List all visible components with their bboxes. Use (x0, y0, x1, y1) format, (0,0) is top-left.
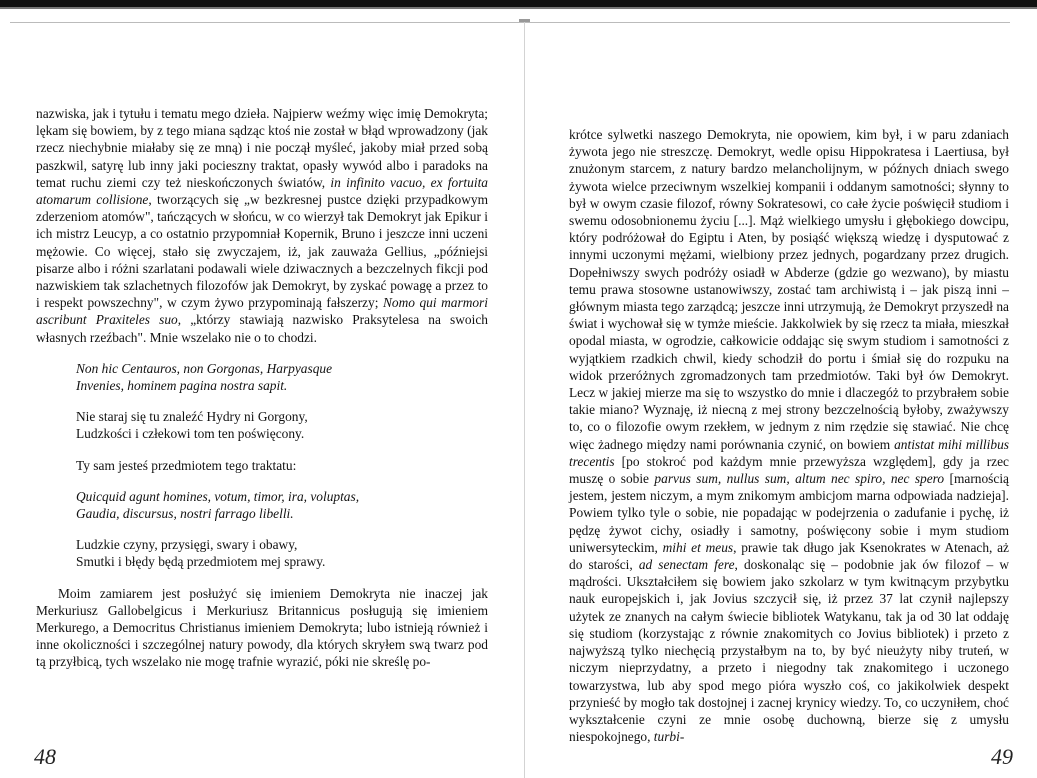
latin-phrase: parvus sum, nullus sum, altum nec spiro, nec spero (654, 471, 945, 487)
latin-phrase: in infinito vacuo, ex fortuita atomarum collisione (36, 174, 488, 208)
polish-verse-2 (76, 457, 488, 474)
text-run: krótce sylwetki naszego Demokryta, nie opowiem, kim był, i w paru zdaniach żywota jego nie streszczę. Demokryt, wedle opisu Hippokratesa i Laertiusa, był znużonym starcem, z natury bardzo melancholijnym, w późnych dniach swego żywota wielce przeciwnym wszelkiej kompanii i oddanym samotności; słynny to był w owym czasie filozof, równy Sokratesowi, co całe życie poświęcił studiom i swemu odosobnionemu życiu [...]. Mąż wielkiego umysłu i głębokiego dowcipu, który podróżował do Egiptu i Aten, by posiąść większą wiedzę i dysputować z innymi uczonymi mężami, wielbiony przez jednych, pogardzany przez drugich. Dopełniwszy swych podróży osiadł w Abderze (gdzie go wezwano), by miastu temu prawa stosowne ustanowiwszy, zostać tam archiwistą i – jak piszą inni – głównym miasta tego zarządcą; jeszcze inni utrzymują, że Demokryt przyszedł na świat i wychował się w tymże mieście. Jakkolwiek by się rzecz ta miała, mieszkał opodal miasta, w ogrodzie, całkowicie oddając się swym studiom i samotności z wyjątkiem rzadkich chwil, kiedy schodził do portu i śmiał się do rozpuku na widok przeróżnych zgromadzonych tam przedmiotów. Taki był ów Demokryt. Lecz w jakiej mierze ma się to wszystko do mnie i dlaczegóż to przybrałem sobie takie miano? Wyznaję, iż niecną z mej strony bezczelnością byłoby, zważywszy to, co o filozofie owym rzekłem, w jednym z nim rzędzie się stawiać. Nie chcę więc żadnego między nami porównania czynić, on bowiem (569, 127, 1009, 452)
latin-phrase: Nomo qui marmori ascribunt Praxiteles suo (36, 295, 488, 328)
left-paragraph-2: Moim zamiarem jest posłużyć się imieniem Demokryta nie inaczej jak Merkuriusz Gallobelgicus i Merkuriusz Britannicus posługują się imieniem Merkurego, a Democritus Christianus imieniem Demokryta; lubo istnieją również i inne okoliczności i szczególnej natury powody, dla których skryłem swą twarz pod tą przyłbicą, tych wszelako nie mogę trafnie wyrazić, póki nie skreślę po- (36, 585, 488, 670)
text-run: [po stokroć pod każdym mnie przewyższa względem], gdy ja rzec muszę o sobie (569, 453, 1009, 487)
polish-verse-1 (76, 408, 488, 442)
page-number-right: 49 (991, 744, 1013, 769)
text-run: , „którzy stawiają nazwisko Praksytelesa na swoich własnych rzeźbach". Mnie wszelako nie o to chodzi. (36, 312, 488, 345)
verse-line: Non hic Centauros, non Gorgonas, Harpyasque (76, 360, 333, 376)
verse-line: Smutki i błędy będą przedmiotem mej sprawy. (76, 554, 326, 570)
latin-phrase: turbi- (653, 729, 685, 745)
text-run: , prawie tak długo jak Ksenokrates w Atenach, aż do starości, (569, 539, 1010, 573)
text-run: [marnością jestem, jestem niczym, a mym znikomym ambicjom marna odpowiada nadzieja]. Powiem tylko tyle o sobie, nie popadając w podejrzenia o zadufanie i pychę, iż pędzę żywot cichy, osiadły i samotny, poświęcony sobie i mym studiom uniwersyteckim, (569, 471, 1009, 555)
verse-line: Gaudia, discursus, nostri farrago libelli. (76, 506, 294, 522)
right-paragraph-1 (569, 126, 1009, 745)
latin-verse-2 (76, 488, 488, 522)
right-page-text (569, 126, 1009, 745)
text-run: , doskonaląc się – podobnie jak ów filozof – w mądrości. Ukształciłem się bowiem jako szkolarz w tym kwitnącym przybytku nauk europejskich i, jak Jovius szczycił się, iż przez 37 lat czynił najlepszy użytek ze znanych na całym świecie bibliotek Watykanu, tak ja od 30 lat oddaję się studiom (korzystając z równie znakomitych co Jovius bibliotek) i przeto z najwyższą tylko niechęcią przystałbym na to, by być nieużyty niby truteń, w niczym nieprzydatny, a przeto i niegodny tak znakomitego i uczonego towarzystwa, lub aby spod mego pióra wyszło coś, co jakikolwiek despekt przynieść by mogło tak dostojnej i zacnej krynicy wiedzy. To, co uczyniłem, choć wykształcenie czyni ze mnie osobę duchowną, bierze się z umysłu niespokojnego, (569, 557, 1010, 745)
verse-line: Invenies, hominem pagina nostra sapit. (76, 378, 288, 394)
verse-line: Ludzkości i człekowi tom ten poświęcony. (76, 426, 305, 442)
text-run: nazwiska, jak i tytułu i tematu mego dzieła. Najpierw weźmy więc imię Demokryta; lękam się bowiem, by z tego miana sądząc ktoś nie został w błąd wprowadzony (jak rzecz niechybnie miałaby się ze mną) i nie począł myśleć, jakoby miał przed sobą paszkwil, satyrę lub inny jaki pocieszny traktat, opasły wywód albo i paradoks na temat ruchu ziemi czy też nieskończonych światów, (36, 106, 488, 190)
verse-line: Ludzkie czyny, przysięgi, swary i obawy, (76, 537, 298, 553)
verse-line: Nie staraj się tu znaleźć Hydry ni Gorgony, (76, 409, 308, 425)
left-paragraph-1 (36, 105, 488, 346)
latin-phrase: antistat mihi millibus trecentis (569, 436, 1009, 469)
page-number-left: 48 (34, 744, 56, 769)
left-page-text (36, 105, 488, 671)
verse-line: Ty sam jesteś przedmiotem tego traktatu: (76, 457, 297, 473)
verse-line: Quicquid agunt homines, votum, timor, ira, voluptas, (76, 488, 360, 504)
latin-phrase: mihi et meus (662, 539, 734, 555)
right-page (525, 0, 1037, 778)
latin-verse-1 (76, 360, 488, 394)
text-run: , tworzących się „w bezkresnej pustce dzięki przypadkowym zderzeniom atomów", tańczących w słońcu, w co wierzył tak Demokryt jak Epikur i ich mistrz Leucyp, a co ostatnio przypomniał Kopernik, Bruno i jeszcze inni uczeni mężowie. Co więcej, stało się zwyczajem, iż, jak zauważa Gellius, „późniejsi pisarze albo i różni szarlatani podawali wiele dziwacznych a bezczelnych fikcji pod nazwiskiem tak szlachetnych filozofów jak Demokryt, by zyskać powagę a przez to i respekt powszechny", w czym żywo przypominają fałszerzy; (36, 192, 488, 311)
latin-phrase: ad senectam fere (638, 557, 735, 573)
polish-verse-3 (76, 536, 488, 570)
